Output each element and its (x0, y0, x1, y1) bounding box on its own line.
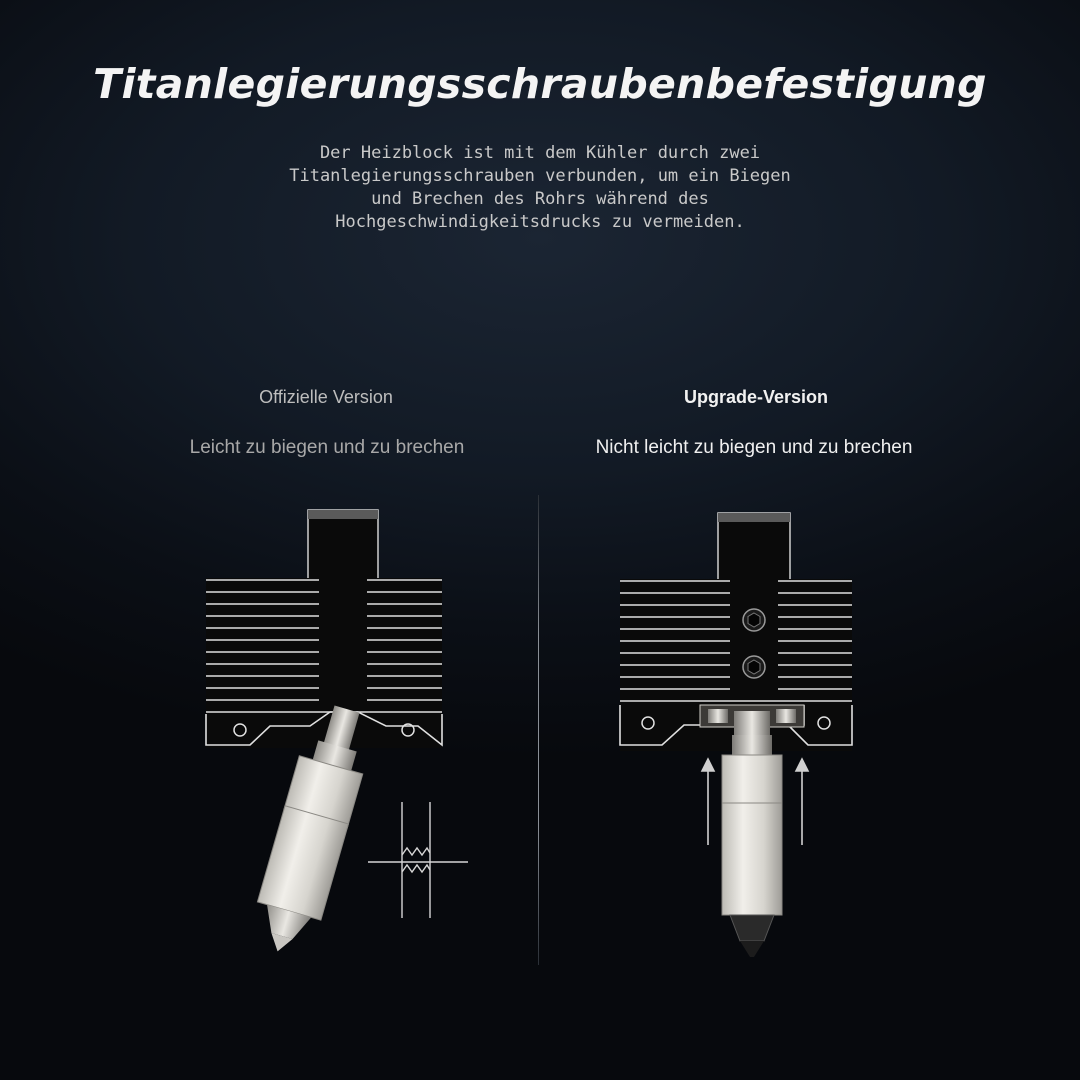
page-description: Der Heizblock ist mit dem Kühler durch zwei Titanlegierungsschrauben verbunden, um ein Biegen und Brechen des Rohrs während des Hochgeschwindigkeitsdrucks zu vermeiden. (289, 143, 791, 232)
column-divider (538, 495, 539, 965)
hotend-screws-illustration (608, 505, 868, 975)
official-version-subtitle: Leicht zu biegen und zu brechen (189, 437, 465, 458)
official-version-title: Offizielle Version (259, 387, 393, 407)
upgrade-version-subtitle: Nicht leicht zu biegen und zu brechen (595, 437, 913, 458)
upgrade-version-title: Upgrade-Version (683, 387, 829, 407)
hotend-bent-illustration (190, 500, 490, 970)
page-title: Titanlegierungsschraubenbefestigung (93, 60, 987, 108)
